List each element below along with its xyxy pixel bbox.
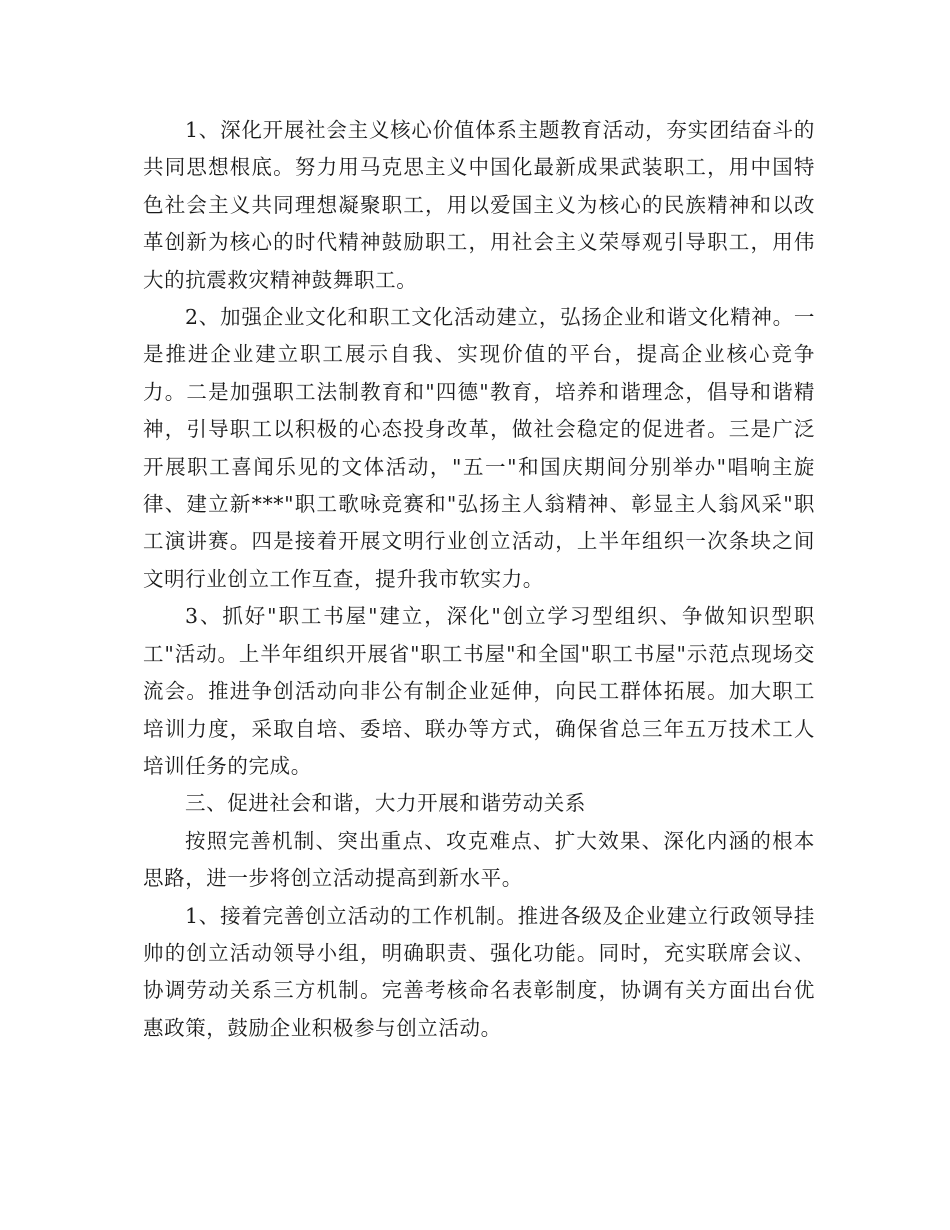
paragraph-work-mechanism: 1、接着完善创立活动的工作机制。推进各级及企业建立行政领导挂帅的创立活动领导小组，明确职责、强化功能。同时，充实联席会议、协调劳动关系三方机制。完善考核命名表彰制度，协调有关方面出台优惠政策，鼓励企业积极参与创立活动。 (143, 903, 815, 1040)
section-heading-harmony: 三、促进社会和谐，大力开展和谐劳动关系 (185, 791, 586, 816)
paragraph-worker-library: 3、抓好"职工书屋"建立，深化"创立学习型组织、争做知识型职工"活动。上半年组织开展省"职工书屋"和全国"职工书屋"示范点现场交流会。推进争创活动向非公有制企业延伸，向民工群体拓展。加大职工培训力度，采取自培、委培、联办等方式，确保省总三年五万技术工人培训任务的完成。 (143, 604, 815, 778)
paragraph-enterprise-culture: 2、加强企业文化和职工文化活动建立，弘扬企业和谐文化精神。一是推进企业建立职工展示自我、实现价值的平台，提高企业核心竞争力。二是加强职工法制教育和"四德"教育，培养和谐理念，倡导和谐精神，引导职工以积极的心态投身改革，做社会稳定的促进者。三是广泛开展职工喜闻乐见的文体活动，"五一"和国庆期间分别举办"唱响主旋律、建立新***"职工歌咏竞赛和"弘扬主人翁精神、彰显主人翁风采"职工演讲赛。四是接着开展文明行业创立活动，上半年组织一次条块之间文明行业创立工作互查，提升我市软实力。 (143, 305, 815, 591)
paragraph-culture-education: 1、深化开展社会主义核心价值体系主题教育活动，夯实团结奋斗的共同思想根底。努力用马克思主义中国化最新成果武装职工，用中国特色社会主义共同理想凝聚职工，用以爱国主义为核心的民族精神和以改革创新为核心的时代精神鼓励职工，用社会主义荣辱观引导职工，用伟大的抗震救灾精神鼓舞职工。 (143, 118, 815, 292)
document-body (143, 112, 815, 1047)
paragraph-approach: 按照完善机制、突出重点、攻克难点、扩大效果、深化内涵的根本思路，进一步将创立活动提高到新水平。 (143, 828, 815, 891)
